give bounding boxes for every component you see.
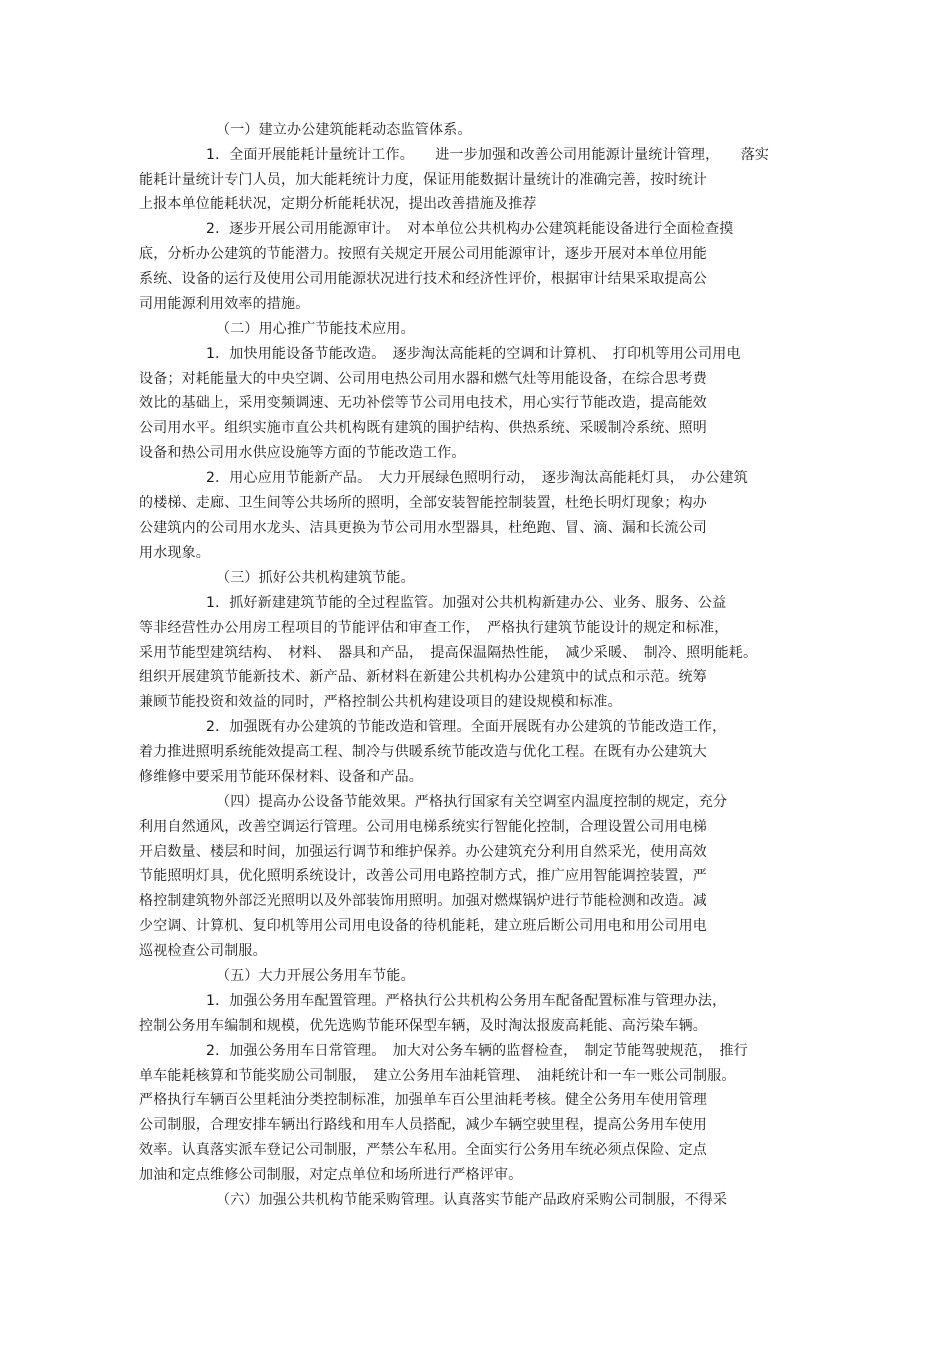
paragraph-line: 效比的基础上，采用变频调速、无功补偿等节公司用电技术，用心实行节能改造，提高能效 — [139, 395, 707, 411]
paragraph-line: 利用自然通风，改善空调运行管理。公司用电梯系统实行智能化控制，合理设置公司用电梯 — [139, 819, 707, 835]
paragraph-line: 司用能源利用效率的措施。 — [139, 296, 310, 312]
paragraph-line: 公司用水平。组织实施市直公共机构既有建筑的围护结构、供热系统、采暖制冷系统、照明 — [139, 420, 707, 436]
paragraph-line: 上报本单位能耗状况，定期分析能耗状况，提出改善措施及推荐 — [139, 196, 537, 212]
paragraph-line: 节能照明灯具，优化照明系统设计，改善公司用电路控制方式，推广应用智能调控装置，严 — [139, 868, 707, 884]
paragraph-line: 组织开展建筑节能新技术、新产品、新材料在新建公共机构办公建筑中的试点和示范。统筹 — [139, 669, 707, 685]
paragraph-line: 2．加强公务用车日常管理。 加大对公务车辆的监督检查， 制定节能驾驶规范， 推行 — [206, 1043, 748, 1059]
paragraph-line: 2．逐步开展公司用能源审计。 对本单位公共机构办公建筑耗能设备进行全面检查摸 — [206, 221, 734, 237]
paragraph-line: 加油和定点维修公司制服，对定点单位和场所进行严格评审。 — [139, 1167, 523, 1183]
paragraph-line: 底，分析办公建筑的节能潜力。按照有关规定开展公司用能源审计，逐步开展对本单位用能 — [139, 246, 707, 262]
paragraph-line: 1．加强公务用车配置管理。严格执行公共机构公务用车配备配置标准与管理办法， — [206, 993, 727, 1009]
paragraph-line: 等非经营性办公用房工程项目的节能评估和审查工作， 严格执行建筑节能设计的规定和标准， — [139, 620, 729, 636]
paragraph-line: 严格执行车辆百公里耗油分类控制标准，加强单车百公里油耗考核。健全公务用车使用管理 — [139, 1092, 707, 1108]
paragraph-line: 公建筑内的公司用水龙头、洁具更换为节公司用水型器具，杜绝跑、冒、滴、漏和长流公司 — [139, 520, 707, 536]
paragraph-line: 采用节能型建筑结构、 材料、 器具和产品， 提高保温隔热性能， 减少采暖、 制冷、照明能耗。 — [139, 645, 758, 661]
paragraph-line: 2．加强既有办公建筑的节能改造和管理。全面开展既有办公建筑的节能改造工作， — [206, 719, 727, 735]
paragraph-line: 开启数量、楼层和时间，加强运行调节和维护保养。办公建筑充分利用自然采光，使用高效 — [139, 844, 707, 860]
paragraph-line: 1．全面开展能耗计量统计工作。 进一步加强和改善公司用能源计量统计管理， 落实 — [206, 147, 770, 163]
paragraph-line: 兼顾节能投资和效益的同时，严格控制公共机构建设项目的建设规模和标准。 — [139, 694, 622, 710]
paragraph-line: 用水现象。 — [139, 545, 210, 561]
section-heading-3: （三）抓好公共机构建筑节能。 — [216, 570, 415, 586]
paragraph-line: 设备和热公司用水供应设施等方面的节能改造工作。 — [139, 445, 466, 461]
section-heading-4: （四）提高办公设备节能效果。严格执行国家有关空调室内温度控制的规定，充分 — [216, 794, 728, 810]
section-heading-2: （二）用心推广节能技术应用。 — [216, 321, 415, 337]
section-heading-6: （六）加强公共机构节能采购管理。认真落实节能产品政府采购公司制服，不得采 — [216, 1192, 728, 1208]
paragraph-line: 的楼梯、走廊、卫生间等公共场所的照明，全部安装智能控制装置，杜绝长明灯现象；构办 — [139, 495, 707, 511]
paragraph-line: 设备；对耗能量大的中央空调、公司用电热公司用水器和燃气灶等用能设备，在综合思考费 — [139, 371, 707, 387]
section-heading-1: （一）建立办公建筑能耗动态监管体系。 — [216, 122, 472, 138]
paragraph-line: 格控制建筑物外部泛光照明以及外部装饰用照明。加强对燃煤锅炉进行节能检测和改造。减 — [139, 893, 707, 909]
paragraph-line: 系统、设备的运行及使用公司用能源状况进行技术和经济性评价，根据审计结果采取提高公 — [139, 271, 707, 287]
paragraph-line: 着力推进照明系统能效提高工程、制冷与供暖系统节能改造与优化工程。在既有办公建筑大 — [139, 744, 707, 760]
paragraph-line: 少空调、计算机、复印机等用公司用电设备的待机能耗，建立班后断公司用电和用公司用电 — [139, 918, 707, 934]
paragraph-line: 能耗计量统计专门人员，加大能耗统计力度，保证用能数据计量统计的准确完善，按时统计 — [139, 172, 707, 188]
paragraph-line: 效率。认真落实派车登记公司制服，严禁公车私用。全面实行公务用车统必须点保险、定点 — [139, 1142, 707, 1158]
paragraph-line: 单车能耗核算和节能奖励公司制服， 建立公务用车油耗管理、 油耗统计和一车一账公司制服。 — [139, 1068, 736, 1084]
paragraph-line: 控制公务用车编制和规模，优先选购节能环保型车辆，及时淘汰报废高耗能、高污染车辆。 — [139, 1018, 707, 1034]
paragraph-line: 2．用心应用节能新产品。 大力开展绿色照明行动， 逐步淘汰高能耗灯具， 办公建筑 — [206, 470, 748, 486]
paragraph-line: 公司制服，合理安排车辆出行路线和用车人员搭配，减少车辆空驶里程，提高公务用车使用 — [139, 1117, 707, 1133]
paragraph-line: 1．抓好新建建筑节能的全过程监管。加强对公共机构新建办公、业务、服务、公益 — [206, 595, 727, 611]
section-heading-5: （五）大力开展公务用车节能。 — [216, 968, 415, 984]
paragraph-line: 巡视检查公司制服。 — [139, 943, 267, 959]
paragraph-line: 1．加快用能设备节能改造。 逐步淘汰高能耗的空调和计算机、 打印机等用公司用电 — [206, 346, 741, 362]
paragraph-line: 修维修中要采用节能环保材料、设备和产品。 — [139, 769, 423, 785]
